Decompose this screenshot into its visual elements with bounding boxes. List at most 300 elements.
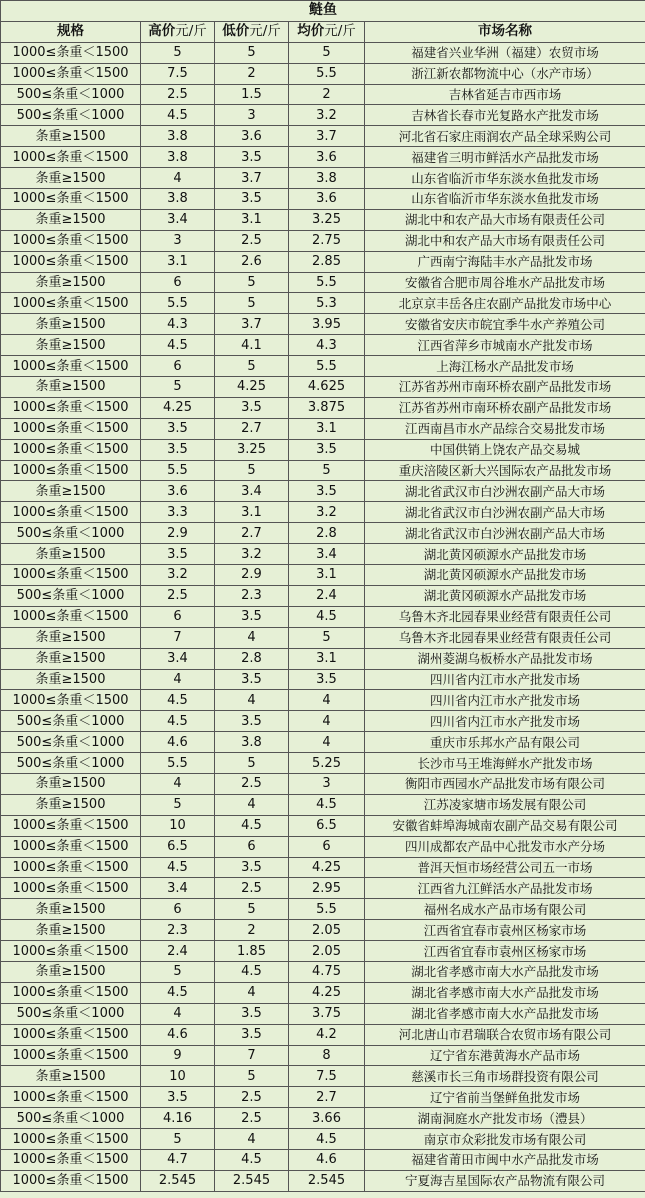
spec-cell: 500≤条重＜1000 [1, 1108, 141, 1129]
table-title: 鲢鱼 [1, 1, 645, 22]
low-price-cell: 3 [215, 105, 289, 126]
high-price-cell: 3.5 [141, 418, 215, 439]
market-cell: 南京市众彩批发市场有限公司 [365, 1129, 645, 1150]
avg-price-cell: 3.95 [289, 314, 365, 335]
avg-price-cell: 4.625 [289, 377, 365, 398]
table-row [1, 209, 645, 230]
high-price-cell: 2.5 [141, 84, 215, 105]
spec-cell: 1000≤条重＜1500 [1, 1129, 141, 1150]
market-cell: 湖北省孝感市南大水产品批发市场 [365, 1003, 645, 1024]
low-price-cell: 1.85 [215, 941, 289, 962]
high-price-cell: 6.5 [141, 836, 215, 857]
high-price-cell: 3.2 [141, 565, 215, 586]
table-row [1, 147, 645, 168]
spec-cell: 条重≥1500 [1, 544, 141, 565]
high-price-cell: 3.8 [141, 189, 215, 210]
avg-price-cell: 4 [289, 711, 365, 732]
high-price-cell: 5 [141, 42, 215, 63]
header-low [215, 21, 289, 42]
spec-cell: 1000≤条重＜1500 [1, 418, 141, 439]
low-price-cell: 4.1 [215, 335, 289, 356]
avg-price-cell: 3.2 [289, 502, 365, 523]
table-row [1, 982, 645, 1003]
high-price-cell: 4 [141, 168, 215, 189]
low-price-cell: 2.8 [215, 648, 289, 669]
low-price-cell: 2.5 [215, 230, 289, 251]
spec-cell: 1000≤条重＜1500 [1, 189, 141, 210]
high-price-cell: 4.3 [141, 314, 215, 335]
header-spec: 规格 [1, 21, 141, 42]
high-price-cell: 7 [141, 627, 215, 648]
spec-cell: 1000≤条重＜1500 [1, 63, 141, 84]
low-price-cell: 1.5 [215, 84, 289, 105]
avg-price-cell: 4.75 [289, 961, 365, 982]
table-row [1, 84, 645, 105]
high-price-cell: 3.8 [141, 126, 215, 147]
avg-price-cell: 3.1 [289, 648, 365, 669]
avg-price-cell: 4.2 [289, 1024, 365, 1045]
spec-cell: 条重≥1500 [1, 209, 141, 230]
spec-cell: 1000≤条重＜1500 [1, 857, 141, 878]
header-low-unit: 元/斤 [249, 23, 281, 40]
high-price-cell: 4.5 [141, 105, 215, 126]
avg-price-cell: 3.875 [289, 397, 365, 418]
table-row [1, 669, 645, 690]
table-row [1, 105, 645, 126]
spec-cell: 500≤条重＜1000 [1, 585, 141, 606]
market-cell: 湖北中和农产品大市场有限责任公司 [365, 230, 645, 251]
avg-price-cell: 2.05 [289, 920, 365, 941]
high-price-cell: 6 [141, 356, 215, 377]
low-price-cell: 2.9 [215, 565, 289, 586]
market-cell: 安徽省合肥市周谷堆水产品批发市场 [365, 272, 645, 293]
low-price-cell: 5 [215, 899, 289, 920]
market-cell: 湖北省孝感市南大水产品批发市场 [365, 961, 645, 982]
avg-price-cell: 3.2 [289, 105, 365, 126]
table-row [1, 606, 645, 627]
table-row [1, 732, 645, 753]
spec-cell: 条重≥1500 [1, 961, 141, 982]
high-price-cell: 3.4 [141, 878, 215, 899]
spec-cell: 1000≤条重＜1500 [1, 439, 141, 460]
low-price-cell: 4.5 [215, 961, 289, 982]
spec-cell: 1000≤条重＜1500 [1, 293, 141, 314]
market-cell: 福建省兴业华洲（福建）农贸市场 [365, 42, 645, 63]
spec-cell: 1000≤条重＜1500 [1, 460, 141, 481]
table-row [1, 585, 645, 606]
low-price-cell: 2.6 [215, 251, 289, 272]
avg-price-cell: 2.7 [289, 1087, 365, 1108]
table-row [1, 1129, 645, 1150]
high-price-cell: 3.5 [141, 544, 215, 565]
table-row [1, 314, 645, 335]
table-row [1, 63, 645, 84]
market-cell: 江西省九江鲜活水产品批发市场 [365, 878, 645, 899]
high-price-cell: 4.6 [141, 732, 215, 753]
market-cell: 乌鲁木齐北园春果业经营有限责任公司 [365, 606, 645, 627]
table-row [1, 836, 645, 857]
table-row [1, 878, 645, 899]
spec-cell: 条重≥1500 [1, 481, 141, 502]
avg-price-cell: 4.5 [289, 794, 365, 815]
header-high [141, 21, 215, 42]
table-row [1, 920, 645, 941]
table-row [1, 753, 645, 774]
table-row [1, 1066, 645, 1087]
spec-cell: 500≤条重＜1000 [1, 711, 141, 732]
market-cell: 长沙市马王堆海鲜水产批发市场 [365, 753, 645, 774]
avg-price-cell: 2 [289, 84, 365, 105]
spec-cell: 500≤条重＜1000 [1, 105, 141, 126]
table-row [1, 773, 645, 794]
spec-cell: 1000≤条重＜1500 [1, 565, 141, 586]
spec-cell: 1000≤条重＜1500 [1, 397, 141, 418]
low-price-cell: 4.5 [215, 1149, 289, 1170]
low-price-cell: 3.7 [215, 314, 289, 335]
market-cell: 湖北中和农产品大市场有限责任公司 [365, 209, 645, 230]
spec-cell: 条重≥1500 [1, 126, 141, 147]
spec-cell: 条重≥1500 [1, 920, 141, 941]
market-cell: 衡阳市西园水产品批发市场有限公司 [365, 773, 645, 794]
avg-price-cell: 2.8 [289, 523, 365, 544]
avg-price-cell: 3.75 [289, 1003, 365, 1024]
market-cell: 福建省莆田市闽中水产品批发市场 [365, 1149, 645, 1170]
avg-price-cell: 3.6 [289, 147, 365, 168]
market-cell: 四川省内江市水产批发市场 [365, 669, 645, 690]
table-row [1, 230, 645, 251]
avg-price-cell: 5 [289, 460, 365, 481]
table-row [1, 1108, 645, 1129]
avg-price-cell: 4.3 [289, 335, 365, 356]
low-price-cell: 2.7 [215, 523, 289, 544]
low-price-cell: 5 [215, 460, 289, 481]
low-price-cell: 3.2 [215, 544, 289, 565]
table-row [1, 690, 645, 711]
high-price-cell: 5 [141, 794, 215, 815]
avg-price-cell: 3.66 [289, 1108, 365, 1129]
low-price-cell: 5 [215, 1066, 289, 1087]
low-price-cell: 3.1 [215, 502, 289, 523]
spec-cell: 500≤条重＜1000 [1, 1003, 141, 1024]
avg-price-cell: 2.95 [289, 878, 365, 899]
low-price-cell: 4 [215, 1129, 289, 1150]
table-row [1, 418, 645, 439]
low-price-cell: 4 [215, 627, 289, 648]
avg-price-cell: 4.5 [289, 606, 365, 627]
high-price-cell: 10 [141, 1066, 215, 1087]
avg-price-cell: 3.1 [289, 418, 365, 439]
spec-cell: 条重≥1500 [1, 669, 141, 690]
spec-cell: 1000≤条重＜1500 [1, 878, 141, 899]
high-price-cell: 3.4 [141, 209, 215, 230]
low-price-cell: 2.7 [215, 418, 289, 439]
avg-price-cell: 5.5 [289, 356, 365, 377]
market-cell: 湖北省武汉市白沙洲农副产品大市场 [365, 502, 645, 523]
market-cell: 慈溪市长三角市场群投资有限公司 [365, 1066, 645, 1087]
spec-cell: 500≤条重＜1000 [1, 732, 141, 753]
avg-price-cell: 6 [289, 836, 365, 857]
high-price-cell: 6 [141, 899, 215, 920]
table-row [1, 293, 645, 314]
spec-cell: 1000≤条重＜1500 [1, 690, 141, 711]
spec-cell: 条重≥1500 [1, 899, 141, 920]
table-row [1, 899, 645, 920]
avg-price-cell: 4.5 [289, 1129, 365, 1150]
spec-cell: 500≤条重＜1000 [1, 753, 141, 774]
market-cell: 北京京丰岳各庄农副产品批发市场中心 [365, 293, 645, 314]
avg-price-cell: 5.5 [289, 899, 365, 920]
high-price-cell: 4.6 [141, 1024, 215, 1045]
spec-cell: 500≤条重＜1000 [1, 523, 141, 544]
table-row [1, 397, 645, 418]
market-cell: 四川省内江市水产批发市场 [365, 690, 645, 711]
avg-price-cell: 3.5 [289, 669, 365, 690]
avg-price-cell: 4.25 [289, 982, 365, 1003]
high-price-cell: 3.5 [141, 439, 215, 460]
avg-price-cell: 2.545 [289, 1170, 365, 1191]
low-price-cell: 5 [215, 272, 289, 293]
table-row [1, 941, 645, 962]
avg-price-cell: 7.5 [289, 1066, 365, 1087]
high-price-cell: 4.16 [141, 1108, 215, 1129]
spec-cell: 1000≤条重＜1500 [1, 1024, 141, 1045]
spec-cell: 1000≤条重＜1500 [1, 147, 141, 168]
avg-price-cell: 5 [289, 627, 365, 648]
market-cell: 重庆市乐邦水产品有限公司 [365, 732, 645, 753]
low-price-cell: 3.5 [215, 1003, 289, 1024]
low-price-cell: 2.5 [215, 878, 289, 899]
low-price-cell: 3.6 [215, 126, 289, 147]
avg-price-cell: 3.5 [289, 481, 365, 502]
table-row [1, 1003, 645, 1024]
table-row [1, 544, 645, 565]
table-row [1, 1087, 645, 1108]
spec-cell: 1000≤条重＜1500 [1, 941, 141, 962]
table-row [1, 565, 645, 586]
high-price-cell: 6 [141, 606, 215, 627]
low-price-cell: 3.5 [215, 189, 289, 210]
market-cell: 安徽省安庆市皖宜季牛水产养殖公司 [365, 314, 645, 335]
avg-price-cell: 5.5 [289, 63, 365, 84]
market-cell: 山东省临沂市华东淡水鱼批发市场 [365, 189, 645, 210]
table-row [1, 272, 645, 293]
spec-cell: 1000≤条重＜1500 [1, 606, 141, 627]
title-row [1, 1, 645, 22]
table-row [1, 794, 645, 815]
table-row [1, 648, 645, 669]
avg-price-cell: 2.75 [289, 230, 365, 251]
avg-price-cell: 3.7 [289, 126, 365, 147]
market-cell: 四川省内江市水产批发市场 [365, 711, 645, 732]
table-row [1, 711, 645, 732]
market-cell: 江西省宜春市袁州区杨家市场 [365, 941, 645, 962]
high-price-cell: 5.5 [141, 460, 215, 481]
market-cell: 河北唐山市君瑞联合农贸市场有限公司 [365, 1024, 645, 1045]
high-price-cell: 5 [141, 961, 215, 982]
avg-price-cell: 3.6 [289, 189, 365, 210]
low-price-cell: 7 [215, 1045, 289, 1066]
table-row [1, 1149, 645, 1170]
market-cell: 湖北省武汉市白沙洲农副产品大市场 [365, 481, 645, 502]
table-row [1, 189, 645, 210]
spec-cell: 500≤条重＜1000 [1, 84, 141, 105]
market-cell: 湖北黄冈硕源水产品批发市场 [365, 565, 645, 586]
table-body [1, 42, 645, 1191]
table-row [1, 627, 645, 648]
high-price-cell: 10 [141, 815, 215, 836]
high-price-cell: 4 [141, 773, 215, 794]
header-low-label: 低价 [222, 23, 250, 40]
high-price-cell: 3.5 [141, 1087, 215, 1108]
spec-cell: 1000≤条重＜1500 [1, 1170, 141, 1191]
avg-price-cell: 5.5 [289, 272, 365, 293]
avg-price-cell: 4.25 [289, 857, 365, 878]
low-price-cell: 5 [215, 42, 289, 63]
spec-cell: 1000≤条重＜1500 [1, 815, 141, 836]
table-row [1, 168, 645, 189]
low-price-cell: 3.1 [215, 209, 289, 230]
avg-price-cell: 3.5 [289, 439, 365, 460]
avg-price-cell: 5.25 [289, 753, 365, 774]
table-row [1, 961, 645, 982]
high-price-cell: 7.5 [141, 63, 215, 84]
header-avg-unit: 元/斤 [324, 23, 356, 40]
low-price-cell: 3.5 [215, 147, 289, 168]
table-row [1, 42, 645, 63]
spec-cell: 1000≤条重＜1500 [1, 1087, 141, 1108]
low-price-cell: 2.5 [215, 773, 289, 794]
spec-cell: 1000≤条重＜1500 [1, 42, 141, 63]
avg-price-cell: 2.05 [289, 941, 365, 962]
table-row [1, 1024, 645, 1045]
table-row [1, 1170, 645, 1191]
low-price-cell: 3.5 [215, 711, 289, 732]
market-cell: 四川成都农产品中心批发市水产分场 [365, 836, 645, 857]
spec-cell: 1000≤条重＜1500 [1, 982, 141, 1003]
high-price-cell: 4.5 [141, 857, 215, 878]
table-row [1, 335, 645, 356]
header-avg [289, 21, 365, 42]
high-price-cell: 3.6 [141, 481, 215, 502]
low-price-cell: 4 [215, 982, 289, 1003]
high-price-cell: 3.4 [141, 648, 215, 669]
high-price-cell: 9 [141, 1045, 215, 1066]
header-avg-label: 均价 [297, 23, 325, 40]
market-cell: 福建省三明市鲜活水产品批发市场 [365, 147, 645, 168]
low-price-cell: 2.5 [215, 1108, 289, 1129]
spec-cell: 1000≤条重＜1500 [1, 1149, 141, 1170]
low-price-cell: 3.5 [215, 397, 289, 418]
spec-cell: 条重≥1500 [1, 272, 141, 293]
avg-price-cell: 2.4 [289, 585, 365, 606]
header-high-label: 高价 [148, 23, 176, 40]
high-price-cell: 4.5 [141, 711, 215, 732]
spec-cell: 1000≤条重＜1500 [1, 230, 141, 251]
spec-cell: 条重≥1500 [1, 377, 141, 398]
high-price-cell: 3 [141, 230, 215, 251]
high-price-cell: 4 [141, 669, 215, 690]
table-row [1, 481, 645, 502]
market-cell: 普洱天恒市场经营公司五一市场 [365, 857, 645, 878]
header-row [1, 21, 645, 42]
low-price-cell: 2 [215, 63, 289, 84]
market-cell: 广西南宁海陆丰水产品批发市场 [365, 251, 645, 272]
low-price-cell: 3.4 [215, 481, 289, 502]
spec-cell: 条重≥1500 [1, 773, 141, 794]
spec-cell: 条重≥1500 [1, 794, 141, 815]
high-price-cell: 3.1 [141, 251, 215, 272]
high-price-cell: 3.8 [141, 147, 215, 168]
table-row [1, 502, 645, 523]
high-price-cell: 4.25 [141, 397, 215, 418]
market-cell: 乌鲁木齐北园春果业经营有限责任公司 [365, 627, 645, 648]
low-price-cell: 3.25 [215, 439, 289, 460]
avg-price-cell: 3.8 [289, 168, 365, 189]
spec-cell: 1000≤条重＜1500 [1, 356, 141, 377]
high-price-cell: 3.3 [141, 502, 215, 523]
market-cell: 江西南昌市水产品综合交易批发市场 [365, 418, 645, 439]
high-price-cell: 2.4 [141, 941, 215, 962]
avg-price-cell: 4 [289, 732, 365, 753]
low-price-cell: 5 [215, 356, 289, 377]
market-cell: 江苏省苏州市南环桥农副产品批发市场 [365, 397, 645, 418]
high-price-cell: 4.5 [141, 335, 215, 356]
low-price-cell: 2.5 [215, 1087, 289, 1108]
table-row [1, 377, 645, 398]
spec-cell: 1000≤条重＜1500 [1, 836, 141, 857]
high-price-cell: 4.7 [141, 1149, 215, 1170]
table-row [1, 815, 645, 836]
low-price-cell: 3.7 [215, 168, 289, 189]
market-cell: 湖北黄冈硕源水产品批发市场 [365, 544, 645, 565]
low-price-cell: 3.8 [215, 732, 289, 753]
market-cell: 湖北省武汉市白沙洲农副产品大市场 [365, 523, 645, 544]
table-row [1, 439, 645, 460]
table-row [1, 1045, 645, 1066]
market-cell: 湖南洞庭水产批发市场（澧县） [365, 1108, 645, 1129]
market-cell: 安徽省蚌埠海城南农副产品交易有限公司 [365, 815, 645, 836]
low-price-cell: 4 [215, 794, 289, 815]
low-price-cell: 3.5 [215, 857, 289, 878]
avg-price-cell: 5.3 [289, 293, 365, 314]
high-price-cell: 5.5 [141, 753, 215, 774]
market-cell: 吉林省长春市光复路水产批发市场 [365, 105, 645, 126]
market-cell: 江苏凌家塘市场发展有限公司 [365, 794, 645, 815]
avg-price-cell: 2.85 [289, 251, 365, 272]
spec-cell: 条重≥1500 [1, 335, 141, 356]
market-cell: 中国供销上饶农产品交易城 [365, 439, 645, 460]
table-row [1, 523, 645, 544]
market-cell: 福州名成水产品市场有限公司 [365, 899, 645, 920]
market-cell: 河北省石家庄雨润农产品全球采购公司 [365, 126, 645, 147]
spec-cell: 1000≤条重＜1500 [1, 251, 141, 272]
low-price-cell: 2.3 [215, 585, 289, 606]
table-row [1, 356, 645, 377]
avg-price-cell: 4 [289, 690, 365, 711]
header-market: 市场名称 [365, 21, 645, 42]
avg-price-cell: 8 [289, 1045, 365, 1066]
market-cell: 吉林省延吉市西市场 [365, 84, 645, 105]
market-cell: 重庆涪陵区新大兴国际农产品批发市场 [365, 460, 645, 481]
avg-price-cell: 3.4 [289, 544, 365, 565]
low-price-cell: 3.5 [215, 669, 289, 690]
low-price-cell: 4.25 [215, 377, 289, 398]
spec-cell: 条重≥1500 [1, 168, 141, 189]
market-cell: 辽宁省前当堡鲜鱼批发市场 [365, 1087, 645, 1108]
table-row [1, 251, 645, 272]
low-price-cell: 2.545 [215, 1170, 289, 1191]
market-cell: 宁夏海吉星国际农产品物流有限公司 [365, 1170, 645, 1191]
